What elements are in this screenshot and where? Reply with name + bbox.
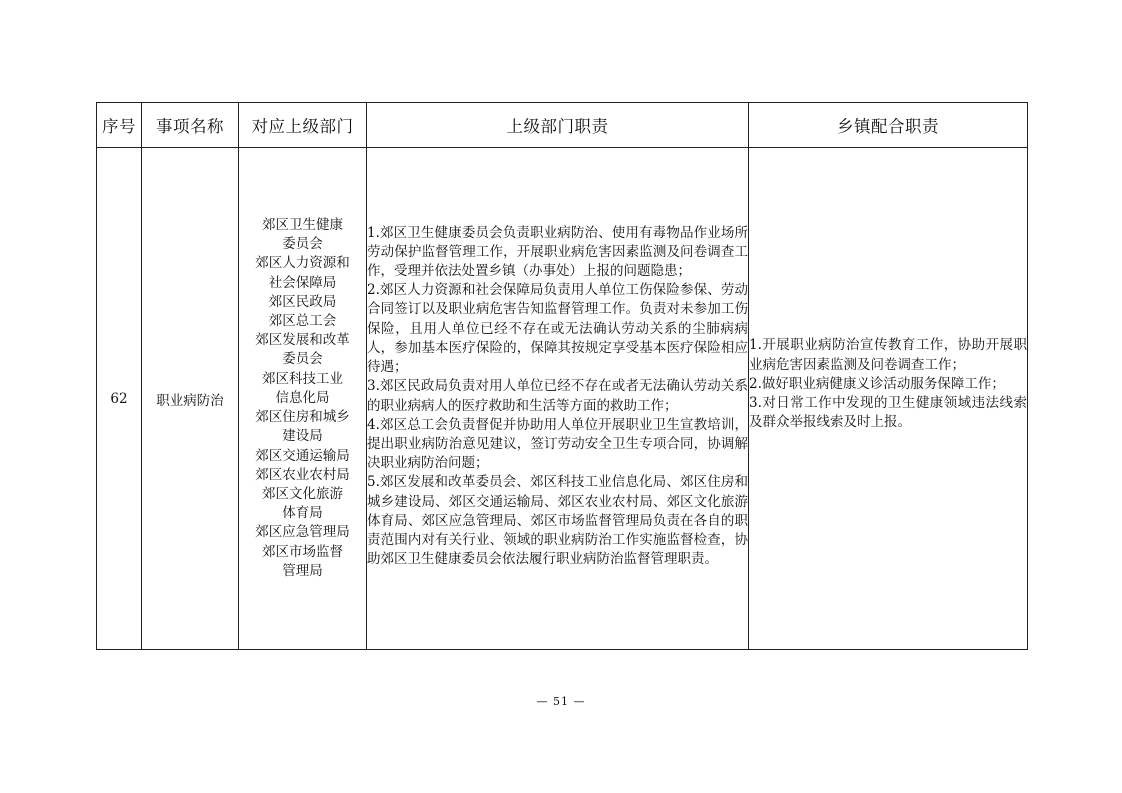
dept-line: 郊区发展和改革 xyxy=(255,332,350,349)
town-duty-item: 2.做好职业病健康义诊活动服务保障工作； xyxy=(749,375,1005,392)
town-duty-cell xyxy=(749,148,1028,650)
superior-duty-item: 3.郊区民政局负责对用人单位已经不存在或者无法确认劳动关系的职业病病人的医疗救助和生活等方面的救助工作； xyxy=(367,378,748,414)
header-item-name: 事项名称 xyxy=(142,103,239,148)
dept-line: 委员会 xyxy=(282,236,323,253)
superior-dept-cell xyxy=(239,148,367,650)
superior-duty-item: 4.郊区总工会负责督促并协助用人单位开展职业卫生宣教培训，提出职业病防治意见建议，签订劳动安全卫生专项合同，协调解决职业病防治问题； xyxy=(367,416,748,472)
dept-line: 郊区农业农村局 xyxy=(255,466,350,483)
header-superior-dept: 对应上级部门 xyxy=(239,103,367,148)
superior-duty-item: 2.郊区人力资源和社会保障局负责用人单位工伤保险参保、劳动合同签订以及职业病危害告知监督管理工作。负责对未参加工伤保险，且用人单位已经不存在或无法确认劳动关系的尘肺病病人，参加基本医疗保险的，保障其按规定享受基本医疗保险相应待遇； xyxy=(367,282,748,376)
header-no: 序号 xyxy=(97,103,142,148)
dept-list xyxy=(239,216,366,581)
table-row xyxy=(97,148,1028,650)
dept-line: 郊区市场监督 xyxy=(262,543,343,560)
dept-line: 信息化局 xyxy=(275,389,330,406)
town-duty-item: 1.开展职业病防治宣传教育工作，协助开展职业病危害因素监测及问卷调查工作； xyxy=(749,337,1027,373)
dept-line: 建设局 xyxy=(282,428,323,445)
town-duty-item: 3.对日常工作中发现的卫生健康领域违法线索及群众举报线索及时上报。 xyxy=(749,395,1027,431)
dept-line: 郊区民政局 xyxy=(268,293,337,310)
dept-line: 郊区人力资源和 xyxy=(255,255,350,272)
page-number: — 51 — xyxy=(536,695,586,708)
superior-duty-list xyxy=(367,224,748,574)
dept-line: 管理局 xyxy=(282,562,323,579)
superior-duty-item: 5.郊区发展和改革委员会、郊区科技工业信息化局、郊区住房和城乡建设局、郊区交通运输局、郊区农业农村局、郊区文化旅游体育局、郊区应急管理局、郊区市场监督管理局负责在各自的职责范围内对有关行业、领域的职业病防治工作实施监督检查，协助郊区卫生健康委员会依法履行职业病防治监督管理职责。 xyxy=(367,474,748,568)
dept-line: 郊区总工会 xyxy=(268,313,337,330)
dept-line: 郊区卫生健康 xyxy=(262,217,343,234)
dept-line: 郊区科技工业 xyxy=(262,370,343,387)
dept-line: 体育局 xyxy=(282,505,323,522)
dept-line: 委员会 xyxy=(282,351,323,368)
dept-line: 郊区应急管理局 xyxy=(255,524,350,541)
header-town-duty: 乡镇配合职责 xyxy=(749,103,1028,148)
duty-table xyxy=(96,102,1028,650)
superior-duty-item: 1.郊区卫生健康委员会负责职业病防治、使用有毒物品作业场所劳动保护监督管理工作，开展职业病危害因素监测及问卷调查工作，受理并依法处置乡镇（办事处）上报的问题隐患； xyxy=(367,224,748,280)
table-header-row xyxy=(97,103,1028,148)
dept-line: 郊区文化旅游 xyxy=(262,485,343,502)
town-duty-list xyxy=(749,336,1027,460)
dept-line: 社会保障局 xyxy=(268,274,337,291)
dept-line: 郊区住房和城乡 xyxy=(255,409,350,426)
header-superior-duty: 上级部门职责 xyxy=(367,103,749,148)
row-number: 62 xyxy=(97,148,142,650)
dept-line: 郊区交通运输局 xyxy=(255,447,350,464)
item-name: 职业病防治 xyxy=(142,148,239,650)
superior-duty-cell xyxy=(367,148,749,650)
